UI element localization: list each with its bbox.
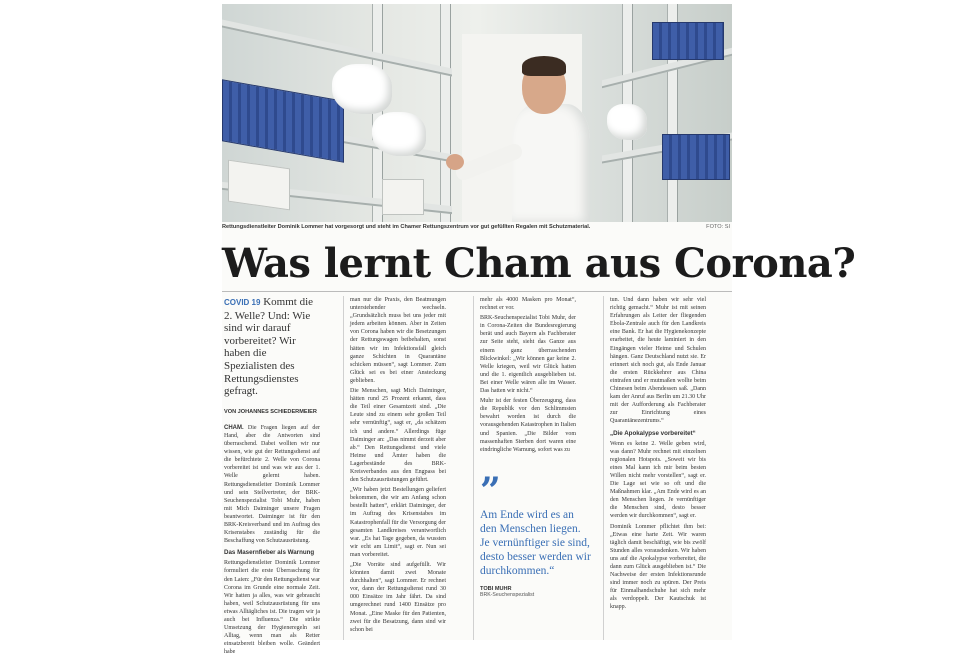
headline-rule (222, 291, 732, 292)
column-1 (224, 296, 320, 658)
paragraph: „Die Vorräte sind aufgefüllt. Wir könnten damit zwei Monate durchhalten“, sagt Lommer. Er rechnet vor, dann der Rettungsdienst rund 30 000 Einsätze im Jahr fährt. Da sind umgerechnet rund 1400 Einsätze pro Monat. „Eine Maske für den Patienten, zwei für die Besatzung, dann sind wir schon bei (350, 562, 446, 633)
paragraph: „Wir haben jetzt Bestellungen geliefert bekommen, die wir am Anfang schon bestellt hatten“, erklärt Daiminger, der im Auftrag des Krisenstabes im Katastrophenfall für die Versorgung der gesamten Landkreises verantwortlich war. „Es hat Tage gegeben, da wussten wir echt am Limit“, sagt er. Nun sei man vorbereitet. (350, 487, 446, 558)
photo-caption (222, 224, 732, 234)
intro-text: Kommt die 2. Welle? Und: Wie sind wir darauf vorbereitet? Wir haben die Spezialisten des Rettungsdienstes gefragt. (224, 296, 314, 398)
paragraph: man nur die Praxis, den Beatmungen unterstehender wechseln. „Grundsätzlich muss bei uns jeder mit jedem arbeiten können. Aber in Zeiten von Corona haben wir die Besetzungen der Rettungswagen beibehalten, sonst hätten wir im Infektionsfall gleich ganze Schichten in Quarantäne schicken müssen“, sagt Lommer. Zum Glück sei es bei einer Ansteckung geblieben. (350, 297, 446, 384)
pull-quote (480, 470, 592, 598)
article-photo (222, 4, 732, 222)
quote-author-role: BRK-Seuchenspezialist (480, 592, 535, 598)
kicker: COVID 19 (224, 298, 261, 307)
paragraph: Muhr ist der festen Überzeugung, dass die Republik vor den Schlimmsten bewahrt worden ist durch die vorausgehenden Katastrophen in Italien und Spanien. „Die Bilder vom massenhaften Sterben dort waren eine eindringliche Warnung, sofort was zu (480, 398, 576, 453)
paragraph-text: Die Fragen liegen auf der Hand, aber die Antworten sind überraschend. Dabei wollten wir nur wissen, wie gut der Rettungsdienst auf die befürchtete 2. Welle von Corona vorbereitet ist und was wir aus der 1. Welle gelernt haben. Rettungsdienstleiter Dominik Lommer und sein Stellvertreter, der BRK-Seuchenspezialist Tobi Muhr, haben mit Mich Daiminger unsere Fragen beantwortet. Daiminger ist für den BRK-Kreisverband und im Auftrag des Krisenstabes zuständig für die Beschaffung von Schutzausrüstung. (224, 424, 320, 545)
byline: VON JOHANNES SCHIEDERMEIER (224, 408, 317, 415)
column-divider (603, 296, 604, 640)
quote-author: TOBI MUHR (480, 586, 512, 592)
quote-text: Am Ende wird es an den Menschen liegen. Je vernünftiger sie sind, desto besser werden wir durchkommen.“ (480, 509, 591, 577)
paragraph: BRK-Seuchenspezialist Tobi Muhr, der in Corona-Zeiten die Bundesregierung berät und auch Bayern als Fachberater zur Seite steht, sieht das Ganze aus einem ganz überraschenden Blickwinkel: „Wir können gar keine 2. Welle kriegen, weil wir Glück hatten und die 1. eigentlich ausgeblieben ist. Bei einer Welle wären alle im Wasser. Das hatten wir nicht.“ (480, 315, 576, 395)
paragraph (224, 424, 320, 545)
paragraph: Rettungsdienstleiter Dominik Lommer formuliert die erste Überraschung für den Laien: „Für den Rettungsdienst war Corona im Grunde eine normale Zeit. Wir hatten ja alles, was wir gebraucht haben, weil Schutzausrüstung für uns etwas Alltägliches ist. Die tragen wir ja auch bei Influenza.“ Die strikte Umsetzung der Hygieneregeln sei Alltag, wenn man als Retter einsatzbereit bleiben wolle. Geändert habe (224, 560, 320, 656)
column-4 (610, 296, 706, 614)
dateline: CHAM. (224, 424, 244, 431)
paragraph: tun. Und dann haben wir sehr viel richtig gemacht.“ Muhr ist mit seinen Erfahrungen als Leiter der fliegenden Ebola-Zentrale auch für den Landkreis eine Bank. Er hat die Hygienekonzepte erarbeitet, die heute laminiert in den Eingängen vieler Heime und Schulen hängen. Ganz Deutschland nutzt sie. Er erinnert sich noch gut, als Ende Januar die ersten Rückkehrer aus China eintrafen und er mutmaßen wollte beim Chinesen beim Abendessen saß. „Dann kam der Anruf aus Berlin um 21.30 Uhr mit der Aufforderung als Fachberater zur Einrichtung eines Quarantänezentrums.“ (610, 297, 706, 425)
subhead: Das Masernfieber als Warnung (224, 549, 315, 557)
newspaper-page (222, 4, 856, 656)
column-3 (480, 296, 576, 456)
paragraph: Die Menschen, sagt Mich Daiminger, hätten rund 25 Prozent erkannt, dass die Teil einer Gesamtzeit sind. „Die Leute sind zu einem sehr großen Teil sehr vernünftig“, sagt er, „da schätzen ich und andere.“ Allerdings füge Daiminger an: „Das nimmt derzeit aber ab.“ Den Rettungsdienst und viele Heime und Ämter haben die Lagerbestände des BRK-Kreisverbandes aus den Engpass bei den Schutzausrüstungen geführt. (350, 388, 446, 484)
paragraph: Dominik Lommer pflichtet ihm bei: „Etwas eine harte Zeit. Wir waren täglich damit beschäftigt, wie bis zwölf Stunden alles vorausdenken. Wir haben uns auf die Apokalypse vorbereitet, die dann zum Glück ausgeblieben ist.“ Die Nachweise der ersten Infektionsrunde sind immer noch zu spüren. Der Preis für Einmalhandschuhe hat sich mehr als verdoppelt. Der Kautschuk ist knapp. (610, 523, 706, 611)
quote-mark-icon: ” (480, 470, 501, 512)
paragraph: Wenn es keine 2. Welle geben wird, was dann? Muhr rechnet mit einzelnen regionalen Hotspots. „Soweit wir bis eines Mal kann ich mir beim besten Willen nicht mehr vorstellen“, sagt er. Die Lage sei wie so oft und die Maßnahmen klar. „Am Ende wird es an den Menschen liegen. Je vernünftiger die Menschen sind, desto besser werden wir durchkommen“, sagt er. (610, 440, 706, 520)
column-divider (343, 296, 344, 640)
photo-credit: FOTO: SI (706, 224, 730, 230)
caption-text: Rettungsdienstleiter Dominik Lommer hat vorgesorgt und steht im Chamer Rettungszentrum vor gut gefüllten Regalen mit Schutzmaterial. (222, 224, 591, 230)
intro (224, 296, 320, 398)
column-2 (350, 296, 446, 636)
headline: Was lernt Cham aus Corona? (222, 240, 856, 287)
paragraph: mehr als 4000 Masken pro Monat“, rechnet er vor. (480, 297, 576, 312)
subhead: „Die Apokalypse vorbereitet“ (610, 429, 696, 437)
column-divider (473, 296, 474, 640)
